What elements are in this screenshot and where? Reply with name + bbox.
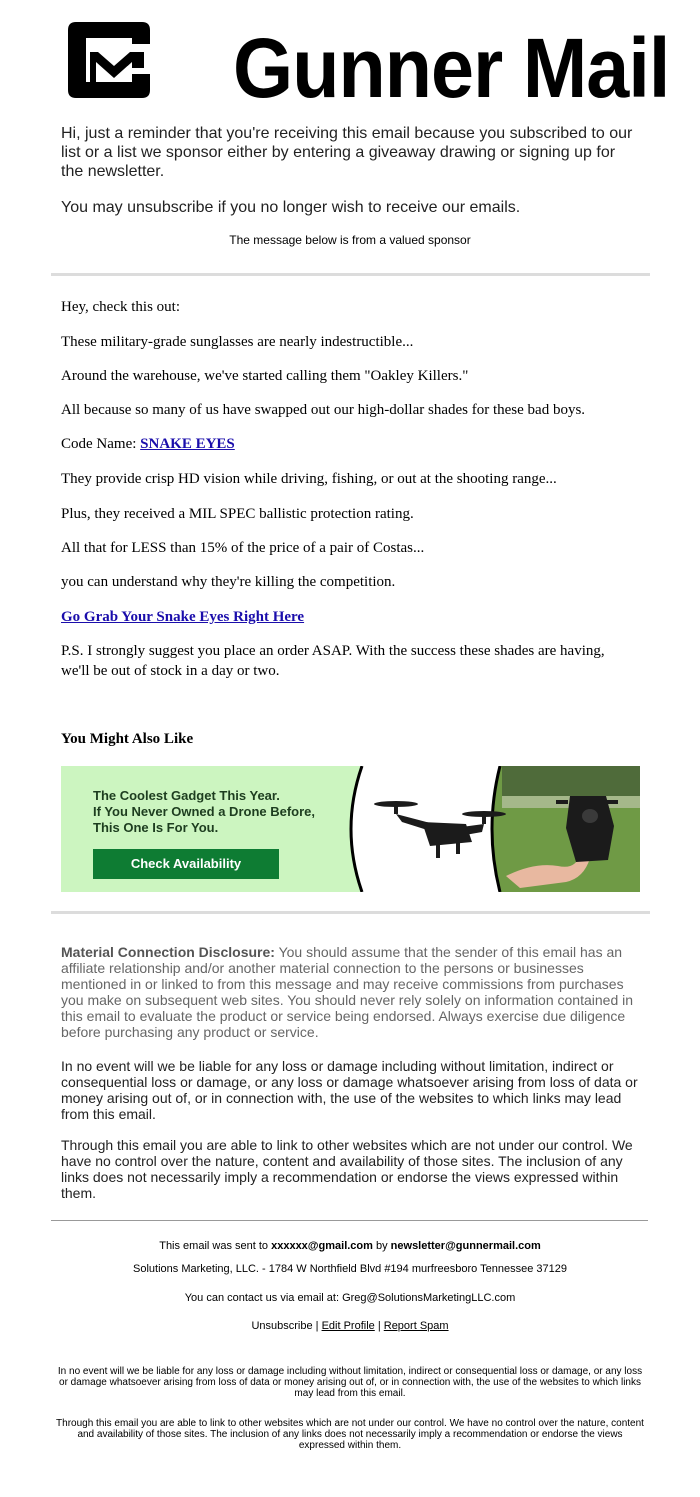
you-might-also-like-heading: You Might Also Like	[61, 731, 194, 747]
separator: |	[312, 1320, 322, 1332]
disclosure-text: You should assume that the sender of this email has an affiliate relationship and/or another material connection to the persons or businesses mentioned in or linked to from this message and may receive commissions from purchases you make on subsequent web sites. You should never rely solely on information contained in this email to evaluate the product or service being endorsed. Always exercise due diligence before purchasing any product or service.	[61, 944, 634, 1040]
sent-prefix: This email was sent to	[159, 1240, 272, 1252]
divider	[51, 911, 650, 914]
greeting: Hey, check this out:	[61, 299, 180, 315]
grab-snake-eyes-link[interactable]: Go Grab Your Snake Eyes Right Here	[61, 609, 305, 625]
divider	[51, 1220, 648, 1221]
sender-email: newsletter@gunnermail.com	[390, 1240, 541, 1252]
paragraph: Around the warehouse, we've started calling them "Oakley Killers."	[61, 368, 469, 384]
footer-links-notice: Through this email you are able to link to other websites which are not under our control. We have no control over the nature, content and availability of those sites. The inclusion of any links does not necessarily imply a recommendation or endorse the views expressed within them.	[56, 1418, 644, 1451]
code-name-line	[61, 434, 651, 454]
sponsor-note: The message below is from a valued sponsor	[229, 233, 471, 247]
paragraph: These military-grade sunglasses are nearly indestructible...	[61, 334, 414, 350]
subscription-reminder: Hi, just a reminder that you're receiving this email because you subscribed to our list or a list we sponsor either by entering a giveaway drawing or signing up for the newsletter.	[61, 125, 633, 180]
contact-line: You can contact us via email at: Greg@SolutionsMarketingLLC.com	[184, 1292, 516, 1304]
footer-liability-notice: In no event will we be liable for any loss or damage including without limitation, indirect or consequential loss or damage, or any loss or damage whatsoever arising from loss of data or money arising out of, or in connection with, the use of the websites to which links may lead from this email.	[57, 1366, 643, 1399]
divider	[51, 273, 650, 276]
edit-profile-link[interactable]: Edit Profile	[321, 1320, 375, 1332]
cta-line	[61, 607, 651, 627]
banner-headline	[93, 788, 363, 836]
paragraph: All because so many of us have swapped out our high-dollar shades for these bad boys.	[61, 402, 586, 418]
report-spam-link[interactable]: Report Spam	[383, 1320, 449, 1332]
paragraph: Plus, they received a MIL SPEC ballistic protection rating.	[61, 506, 414, 522]
recipient-email: xxxxxx@gmail.com	[271, 1240, 373, 1252]
paragraph: you can understand why they're killing the competition.	[61, 574, 396, 590]
paragraph: They provide crisp HD vision while driving, fishing, or out at the shooting range...	[61, 471, 557, 487]
brand-wordmark: Gunner Mail	[233, 21, 670, 115]
sent-to-line	[0, 1239, 700, 1253]
gunner-mail-logo	[68, 14, 670, 115]
snake-eyes-link[interactable]: SNAKE EYES	[140, 436, 235, 452]
banner-line: The Coolest Gadget This Year.	[93, 788, 280, 803]
postal-address: Solutions Marketing, LLC. - 1784 W Northfield Blvd #194 murfreesboro Tennessee 37129	[133, 1263, 567, 1275]
disclosure-title: Material Connection Disclosure:	[61, 944, 275, 960]
code-name-label: Code Name:	[61, 436, 141, 452]
unsubscribe-note: You may unsubscribe if you no longer wish to receive our emails.	[61, 199, 521, 216]
external-links-notice: Through this email you are able to link to other websites which are not under our control. We have no control over the nature, content and availability of those sites. The inclusion of any links does not necessarily imply a recommendation or endorse the views expressed within them.	[61, 1137, 633, 1201]
unsubscribe-link[interactable]: Unsubscribe	[251, 1320, 313, 1332]
postscript: P.S. I strongly suggest you place an order ASAP. With the success these shades are having, we'll be out of stock in a day or two.	[61, 643, 605, 679]
paragraph: All that for LESS than 15% of the price of a pair of Costas...	[61, 540, 425, 556]
sent-by: by	[372, 1240, 391, 1252]
material-connection-disclosure	[61, 944, 641, 1040]
gm-logo-mark-icon	[68, 22, 150, 98]
banner-line: If You Never Owned a Drone Before,	[93, 804, 316, 819]
footer-links	[0, 1319, 700, 1333]
separator: |	[374, 1320, 384, 1332]
drone-ad-banner[interactable]	[61, 766, 640, 892]
check-availability-button[interactable]: Check Availability	[93, 849, 279, 879]
liability-notice: In no event will we be liable for any loss or damage including without limitation, indirect or consequential loss or damage, or any loss or damage whatsoever arising from loss of data or money arising out of, or in connection with, the use of the websites to which links may lead from this email.	[61, 1058, 638, 1122]
banner-line: This One Is For You.	[93, 820, 219, 835]
drone-photo-icon	[344, 766, 640, 892]
